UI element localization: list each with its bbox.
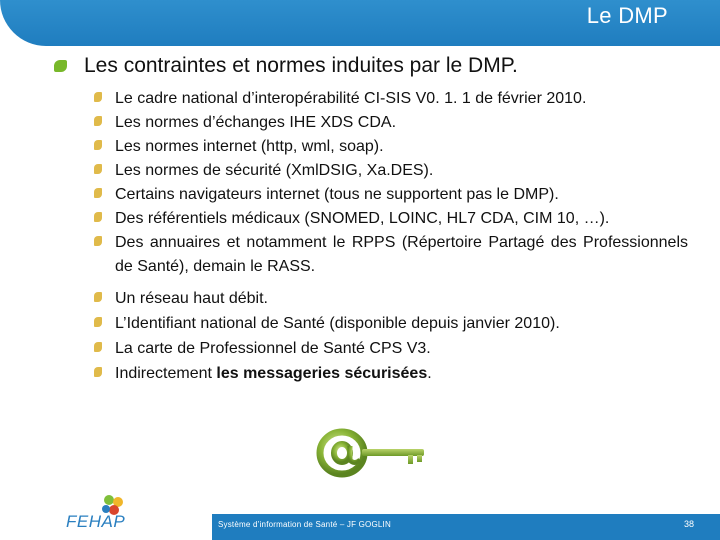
list-item-prefix: Indirectement [115,365,217,382]
list-item-suffix: . [427,365,432,382]
slide-title: Le DMP [586,3,668,28]
list-item: Des référentiels médicaux (SNOMED, LOINC, HL7 CDA, CIM 10, …). [115,210,610,227]
bullet-icon [94,212,102,222]
fehap-logo-text: FEHAP [66,512,126,531]
list-item: Le cadre national d’interopérabilité CI-SIS V0. 1. 1 de février 2010. [115,90,587,107]
list-item [115,362,688,386]
secure-mail-key-icon [314,424,434,480]
footer-caption: Système d’information de Santé – JF GOGLIN [218,520,391,529]
list-item: La carte de Professionnel de Santé CPS V3. [115,340,431,357]
bullet-icon [94,367,102,377]
list-item: Certains navigateurs internet (tous ne supportent pas le DMP). [115,186,559,203]
main-heading: Les contraintes et normes induites par le DMP. [84,54,518,77]
bullet-icon [94,140,102,150]
bullet-icon [94,116,102,126]
bullet-icon [94,292,102,302]
bullet-icon [94,188,102,198]
list-item: Les normes de sécurité (XmlDSIG, Xa.DES). [115,162,434,179]
bullet-icon [94,317,102,327]
bullet-icon [94,236,102,246]
list-item: L’Identifiant national de Santé (disponible depuis janvier 2010). [115,315,560,332]
bullet-icon [94,342,102,352]
list-item: Un réseau haut débit. [115,290,268,307]
list-item: Les normes d’échanges IHE XDS CDA. [115,114,397,131]
page-number: 38 [683,519,694,529]
main-bullet-icon [54,60,67,72]
list-item: Les normes internet (http, wml, soap). [115,138,384,155]
list-item: Des annuaires et notamment le RPPS (Répertoire Partagé des Professionnels de Santé), demain le RASS. [115,234,688,275]
list-item-emphasis: les messageries sécurisées [216,365,428,382]
bullet-icon [94,92,102,102]
bullet-icon [94,164,102,174]
